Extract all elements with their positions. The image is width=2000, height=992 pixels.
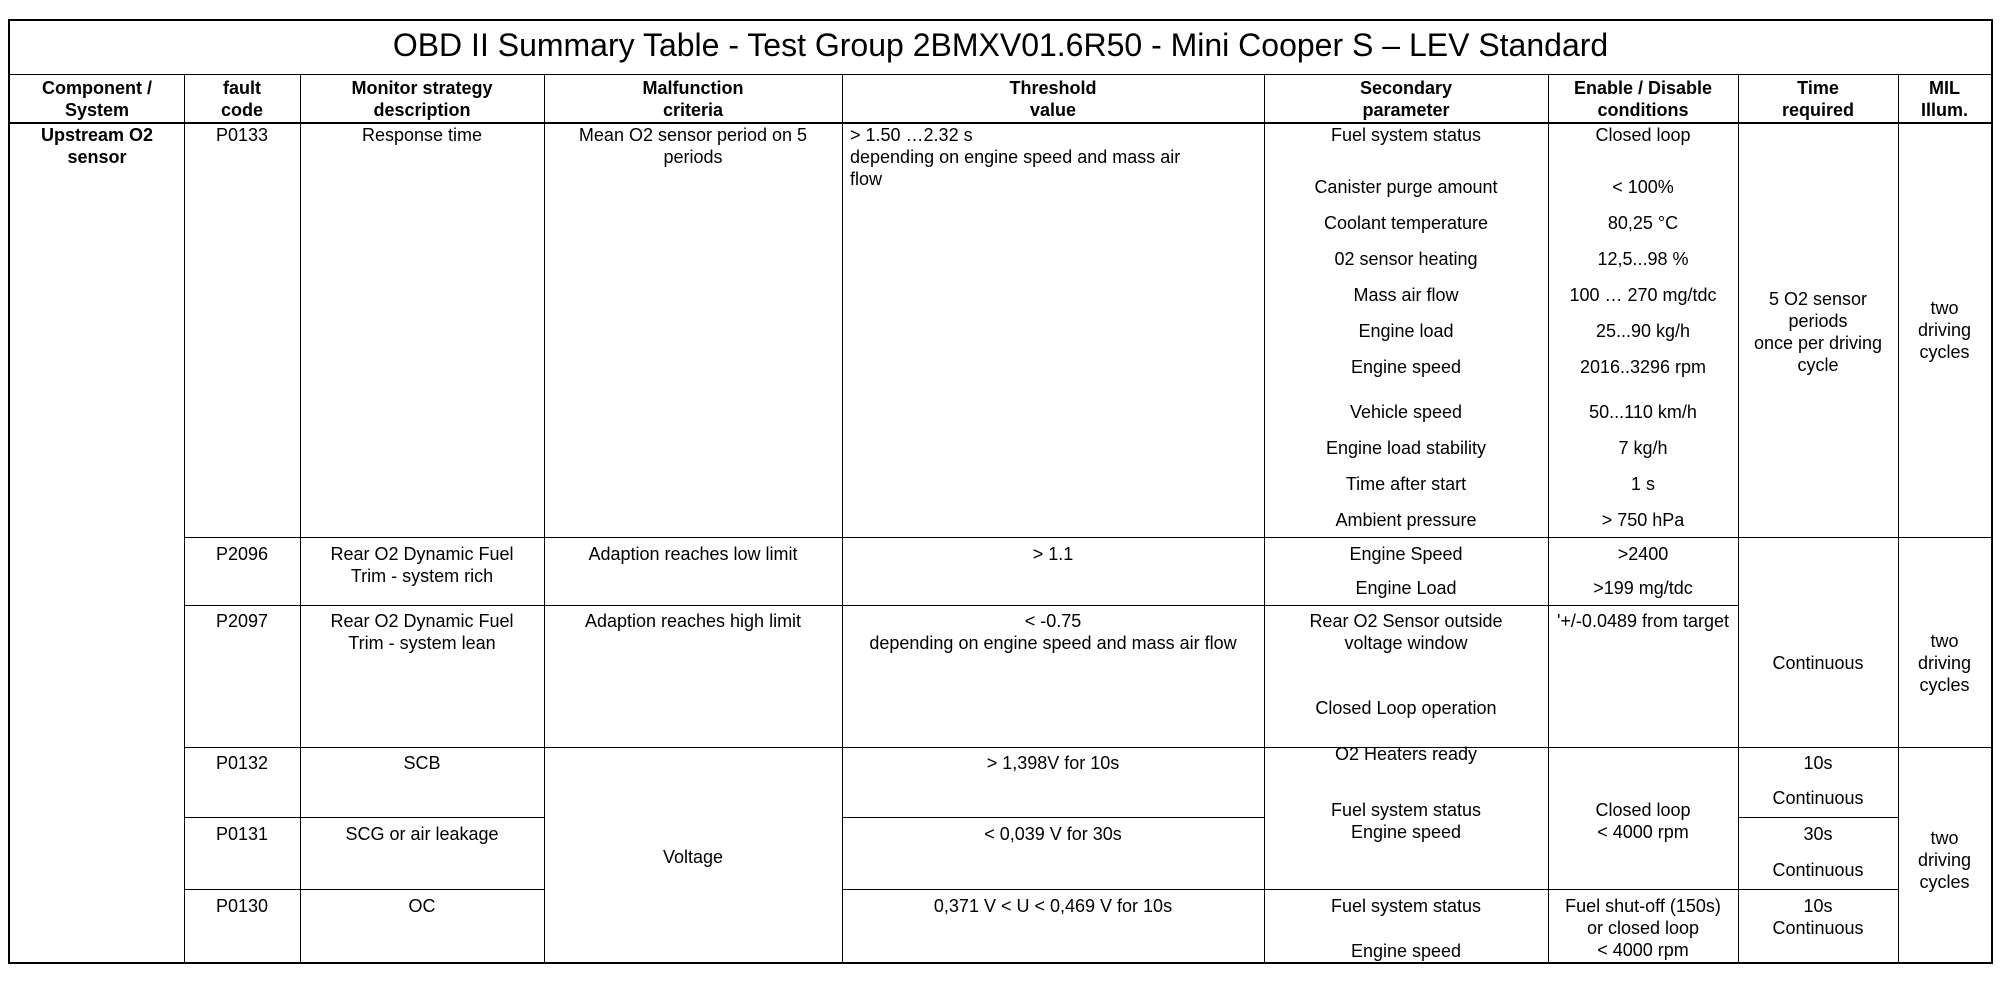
r3-mil-line2: driving bbox=[1917, 653, 1972, 673]
r1-value: 80,25 °C bbox=[1607, 213, 1679, 233]
r45-mil-line3: cycles bbox=[1919, 872, 1970, 892]
header-secondary bbox=[1264, 75, 1548, 124]
r6-monitor: OC bbox=[408, 896, 436, 916]
row-line bbox=[184, 605, 1738, 606]
r6-time-line2: Continuous bbox=[1772, 918, 1864, 938]
r6-time-line1: 10s bbox=[1803, 896, 1833, 916]
r1-time-line4: cycle bbox=[1797, 355, 1839, 375]
r1-mil bbox=[1898, 297, 1991, 363]
header-mil-line1: MIL bbox=[1929, 78, 1960, 98]
header-malfunction-line1: Malfunction bbox=[642, 78, 744, 98]
r5-threshold: < 0,039 V for 30s bbox=[984, 824, 1122, 844]
r1-threshold bbox=[850, 124, 1180, 190]
r1-threshold-line2: depending on engine speed and mass air bbox=[850, 147, 1181, 167]
header-enable-line1: Enable / Disable bbox=[1573, 78, 1713, 98]
r3-threshold-line2: depending on engine speed and mass air flow bbox=[869, 633, 1237, 653]
component-line2: sensor bbox=[67, 147, 127, 167]
header-threshold-line2: value bbox=[1029, 100, 1077, 120]
r2-param: Engine Load bbox=[1355, 578, 1457, 598]
header-threshold bbox=[842, 75, 1264, 124]
r45-param-line2: Engine speed bbox=[1350, 822, 1462, 842]
r1-param: Engine load stability bbox=[1325, 438, 1487, 458]
r4-time: 10s bbox=[1803, 753, 1833, 773]
r1-param: Canister purge amount bbox=[1314, 177, 1498, 197]
header-monitor-line1: Monitor strategy bbox=[351, 78, 493, 98]
component-cell bbox=[10, 124, 184, 168]
r1-time-line2: periods bbox=[1788, 311, 1848, 331]
voltage-criteria: Voltage bbox=[662, 847, 724, 867]
r1-param: Ambient pressure bbox=[1335, 510, 1477, 530]
table-title: OBD II Summary Table - Test Group 2BMXV01.6R50 - Mini Cooper S – LEV Standard bbox=[10, 21, 1991, 75]
r1-monitor: Response time bbox=[361, 125, 483, 145]
header-component-line1: Component / bbox=[42, 78, 152, 98]
r1-criteria-line2: periods bbox=[663, 147, 723, 167]
r45-enable bbox=[1548, 799, 1738, 843]
r1-fault-code: P0133 bbox=[215, 125, 269, 145]
r6-fault-code: P0130 bbox=[215, 896, 269, 916]
r45-param-line1: Fuel system status bbox=[1330, 800, 1482, 820]
r3-param bbox=[1264, 610, 1548, 654]
header-enable bbox=[1548, 75, 1738, 124]
row-line bbox=[184, 537, 1991, 538]
r1-time-line1: 5 O2 sensor bbox=[1768, 289, 1868, 309]
r45-enable-line1: Closed loop bbox=[1595, 800, 1691, 820]
r6-threshold: 0,371 V < U < 0,469 V for 10s bbox=[933, 896, 1173, 916]
r1-param: Vehicle speed bbox=[1349, 402, 1463, 422]
r1-param: Engine speed bbox=[1350, 357, 1462, 377]
r3-mil-line3: cycles bbox=[1919, 675, 1970, 695]
r3-threshold bbox=[842, 610, 1264, 654]
header-malfunction bbox=[544, 75, 842, 124]
r1-value: > 750 hPa bbox=[1601, 510, 1685, 530]
r1-value: < 100% bbox=[1612, 177, 1674, 197]
r1-mil-line3: cycles bbox=[1919, 342, 1970, 362]
r1-value: 1 s bbox=[1630, 474, 1655, 494]
header-fault-line2: code bbox=[220, 100, 263, 120]
r3-mil bbox=[1898, 630, 1991, 696]
r3-fault-code: P2097 bbox=[215, 611, 269, 631]
r4-threshold: > 1,398V for 10s bbox=[986, 753, 1120, 773]
row-line bbox=[184, 817, 544, 818]
r6-enable bbox=[1548, 895, 1738, 961]
r45-params bbox=[1264, 799, 1548, 843]
r5-monitor: SCG or air leakage bbox=[345, 824, 499, 844]
r6-param: Engine speed bbox=[1350, 941, 1462, 961]
header-monitor-line2: description bbox=[373, 100, 471, 120]
r5-fault-code: P0131 bbox=[215, 824, 269, 844]
r1-param: 02 sensor heating bbox=[1334, 249, 1478, 269]
r3-param: O2 Heaters ready bbox=[1334, 744, 1478, 764]
header-fault-code bbox=[184, 75, 300, 124]
r3-monitor-line1: Rear O2 Dynamic Fuel bbox=[330, 611, 514, 631]
row-line bbox=[184, 747, 1991, 748]
r1-value: 50...110 km/h bbox=[1589, 402, 1697, 422]
r1-param: Coolant temperature bbox=[1323, 213, 1489, 233]
header-monitor bbox=[300, 75, 544, 124]
r6-time bbox=[1738, 895, 1898, 939]
r4-monitor: SCB bbox=[403, 753, 441, 773]
r3-param-line1: Rear O2 Sensor outside bbox=[1309, 611, 1503, 631]
r2-param: Engine Speed bbox=[1349, 544, 1463, 564]
header-component bbox=[10, 75, 184, 124]
r3-criteria: Adaption reaches high limit bbox=[584, 611, 802, 631]
r2-monitor-line1: Rear O2 Dynamic Fuel bbox=[330, 544, 514, 564]
r6-param: Fuel system status bbox=[1330, 896, 1482, 916]
r3-param: Closed Loop operation bbox=[1315, 698, 1497, 718]
r1-mil-line1: two bbox=[1930, 298, 1959, 318]
row-line bbox=[842, 889, 1898, 890]
r1-threshold-line3: flow bbox=[850, 169, 883, 189]
r45-mil-line2: driving bbox=[1917, 850, 1972, 870]
r2-criteria: Adaption reaches low limit bbox=[588, 544, 798, 564]
r1-value: 12,5...98 % bbox=[1597, 249, 1689, 269]
r6-enable-line2: or closed loop bbox=[1586, 918, 1700, 938]
r2-monitor-line2: Trim - system rich bbox=[350, 566, 494, 586]
r2-monitor bbox=[300, 543, 544, 587]
header-time-line2: required bbox=[1781, 100, 1855, 120]
r1-value: Closed loop bbox=[1595, 125, 1691, 145]
r45-enable-line2: < 4000 rpm bbox=[1597, 822, 1689, 842]
r45-mil-line1: two bbox=[1930, 828, 1959, 848]
header-enable-line2: conditions bbox=[1597, 100, 1689, 120]
r3-enable: '+/-0.0489 from target bbox=[1556, 611, 1730, 631]
header-secondary-line1: Secondary bbox=[1359, 78, 1453, 98]
r2-value: >199 mg/tdc bbox=[1593, 578, 1693, 598]
r1-criteria-line1: Mean O2 sensor period on 5 bbox=[578, 125, 808, 145]
r1-mil-line2: driving bbox=[1917, 320, 1972, 340]
r3-param-line2: voltage window bbox=[1344, 633, 1468, 653]
r6-enable-line3: < 4000 rpm bbox=[1597, 940, 1689, 960]
r3-threshold-line1: < -0.75 bbox=[1024, 611, 1082, 631]
r5-time: Continuous bbox=[1772, 860, 1864, 880]
header-time-line1: Time bbox=[1797, 78, 1839, 98]
obd-summary-table bbox=[8, 19, 1993, 964]
grid-line bbox=[544, 75, 545, 964]
r2-threshold: > 1.1 bbox=[1032, 544, 1074, 564]
header-secondary-line2: parameter bbox=[1362, 100, 1450, 120]
header-mil-line2: Illum. bbox=[1920, 100, 1968, 120]
r1-value: 100 … 270 mg/tdc bbox=[1569, 285, 1717, 305]
r45-mil bbox=[1898, 827, 1991, 893]
r3-time: Continuous bbox=[1772, 653, 1864, 673]
r1-value: 25...90 kg/h bbox=[1595, 321, 1691, 341]
r5-time: 30s bbox=[1803, 824, 1833, 844]
r1-value: 7 kg/h bbox=[1618, 438, 1668, 458]
header-malfunction-line2: criteria bbox=[662, 100, 724, 120]
r1-time-line3: once per driving bbox=[1753, 333, 1883, 353]
r4-time: Continuous bbox=[1772, 788, 1864, 808]
header-mil bbox=[1898, 75, 1991, 124]
header-threshold-line1: Threshold bbox=[1009, 78, 1097, 98]
r1-time bbox=[1738, 288, 1898, 376]
r3-monitor-line2: Trim - system lean bbox=[348, 633, 496, 653]
r2-value: >2400 bbox=[1617, 544, 1669, 564]
component-line1: Upstream O2 bbox=[40, 125, 154, 145]
row-line bbox=[184, 889, 544, 890]
r3-mil-line1: two bbox=[1930, 631, 1959, 651]
header-component-line2: System bbox=[64, 100, 130, 120]
row-line bbox=[842, 817, 1264, 818]
r1-threshold-line1: > 1.50 …2.32 s bbox=[850, 125, 973, 145]
r1-value: 2016..3296 rpm bbox=[1579, 357, 1707, 377]
row-line bbox=[1738, 817, 1898, 818]
r1-criteria bbox=[544, 124, 842, 168]
r2-fault-code: P2096 bbox=[215, 544, 269, 564]
header-time bbox=[1738, 75, 1898, 124]
r3-monitor bbox=[300, 610, 544, 654]
r1-param: Time after start bbox=[1345, 474, 1467, 494]
r6-enable-line1: Fuel shut-off (150s) bbox=[1565, 896, 1721, 916]
r1-param: Mass air flow bbox=[1353, 285, 1459, 305]
r4-fault-code: P0132 bbox=[215, 753, 269, 773]
r1-param: Fuel system status bbox=[1330, 125, 1482, 145]
r1-param: Engine load bbox=[1358, 321, 1454, 341]
header-fault-line1: fault bbox=[223, 78, 261, 98]
